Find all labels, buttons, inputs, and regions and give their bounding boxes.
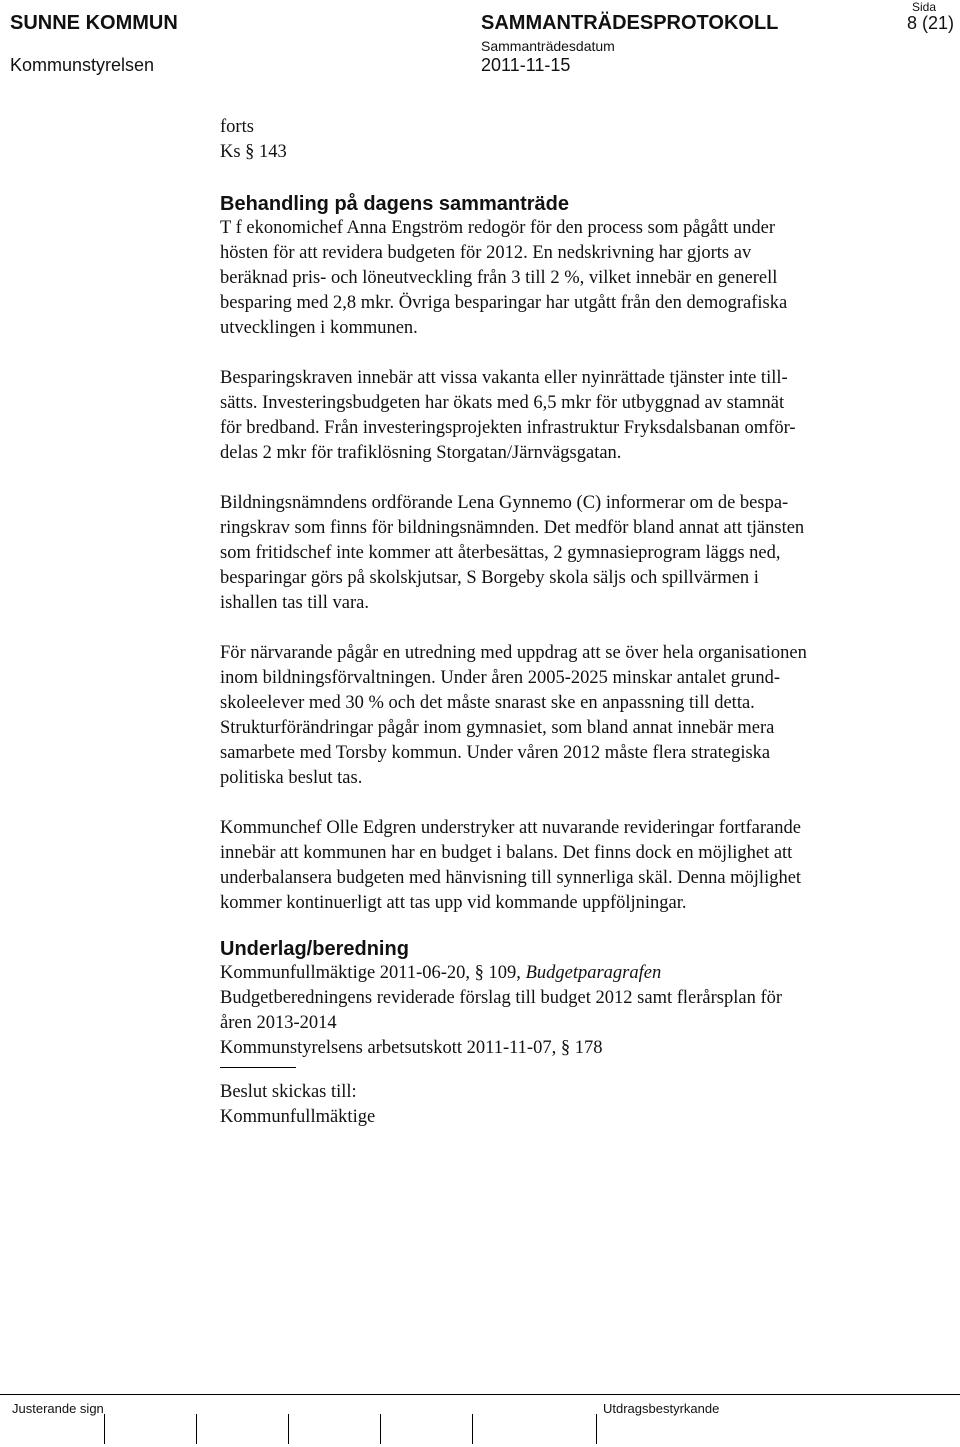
underlag-item: Budgetberedningens reviderade förslag till budget 2012 samt flerårsplan för [220, 988, 783, 1008]
paragraph-line: kommer kontinuerligt att tas upp vid kommande uppföljningar. [220, 893, 687, 913]
beslut-label: Beslut skickas till: [220, 1082, 357, 1102]
underlag-list [220, 961, 920, 1061]
heading-behandling: Behandling på dagens sammanträde [220, 193, 569, 215]
paragraph-line: besparingar görs på skolskjutsar, S Borgeby skola säljs och spillvärmen i [220, 568, 759, 588]
underlag-item: Kommunstyrelsens arbetsutskott 2011-11-07, § 178 [220, 1038, 603, 1058]
paragraph-line: politiska beslut tas. [220, 768, 363, 788]
paragraph-engstrom [220, 216, 920, 341]
paragraph-line: beräknad pris- och löneutveckling från 3 till 2 %, vilket innebär en generell [220, 268, 778, 288]
paragraph-bildningsnamnden [220, 491, 920, 616]
paragraph-besparingskrav [220, 366, 920, 466]
paragraph-line: sätts. Investeringsbudgeten har ökats med 6,5 mkr för utbyggnad av stamnät [220, 393, 785, 413]
utdragsbestyrkande-label: Utdragsbestyrkande [603, 1401, 720, 1416]
section-reference: Ks § 143 [220, 142, 287, 162]
paragraph-line: skoleelever med 30 % och det måste snarast ske en anpassning till detta. [220, 693, 755, 713]
meeting-date: 2011-11-15 [481, 55, 571, 75]
paragraph-line: hösten för att revidera budgeten för 2012. En nedskrivning har gjorts av [220, 243, 752, 263]
paragraph-line: ringskrav som finns för bildningsnämnden. Det medför bland annat att tjänsten [220, 518, 805, 538]
underlag-item: åren 2013-2014 [220, 1013, 337, 1033]
page-label: Sida [912, 0, 937, 14]
paragraph-line: inom bildningsförvaltningen. Under åren 2005-2025 minskar antalet grund- [220, 668, 781, 688]
continuation-note: forts [220, 117, 254, 137]
paragraph-line: Strukturförändringar pågår inom gymnasiet, som bland annat innebär mera [220, 718, 775, 738]
paragraph-line: Kommunchef Olle Edgren understryker att nuvarande revideringar fortfarande [220, 818, 801, 838]
paragraph-line: Bildningsnämndens ordförande Lena Gynnemo (C) informerar om de bespa- [220, 493, 789, 513]
signature-box-divider [104, 1414, 105, 1444]
document-title: SAMMANTRÄDESPROTOKOLL [481, 12, 779, 34]
paragraph-line: Besparingskraven innebär att vissa vakanta eller nyinrättade tjänster inte till- [220, 368, 788, 388]
organization-name: SUNNE KOMMUN [10, 12, 178, 34]
paragraph-line: samarbete med Torsby kommun. Under våren 2012 måste flera strategiska [220, 743, 771, 763]
paragraph-line: delas 2 mkr för trafiklösning Storgatan/Järnvägsgatan. [220, 443, 622, 463]
justerande-sign-label: Justerande sign [12, 1401, 104, 1416]
paragraph-line: besparing med 2,8 mkr. Övriga besparingar har utgått från den demografiska [220, 293, 788, 313]
beslut-recipient: Kommunfullmäktige [220, 1107, 376, 1127]
paragraph-line: ishallen tas till vara. [220, 593, 369, 613]
footer-divider [0, 1394, 960, 1395]
signature-box-divider [196, 1414, 197, 1444]
underlag-item-title: Budgetparagrafen [525, 963, 662, 983]
signature-box-divider [472, 1414, 473, 1444]
paragraph-line: För närvarande pågår en utredning med uppdrag att se över hela organisationen [220, 643, 807, 663]
paragraph-utredning [220, 641, 920, 791]
department-name: Kommunstyrelsen [10, 55, 155, 75]
paragraph-kommunchef [220, 816, 920, 916]
paragraph-line: underbalansera budgeten med hänvisning till synnerliga skäl. Denna möjlighet [220, 868, 802, 888]
paragraph-line: utvecklingen i kommunen. [220, 318, 418, 338]
signature-box-divider [596, 1414, 597, 1444]
paragraph-line: T f ekonomichef Anna Engström redogör för den process som pågått under [220, 218, 776, 238]
paragraph-line: för bredband. Från investeringsprojekten infrastruktur Fryksdalsbanan omför- [220, 418, 796, 438]
signature-box-divider [380, 1414, 381, 1444]
meeting-date-label: Sammanträdesdatum [481, 38, 615, 54]
paragraph-line: innebär att kommunen har en budget i balans. Det finns dock en möjlighet att [220, 843, 793, 863]
paragraph-line: som fritidschef inte kommer att återbesättas, 2 gymnasieprogram läggs ned, [220, 543, 781, 563]
signature-footer [0, 1394, 960, 1447]
underlag-item [220, 961, 920, 986]
signature-box-divider [288, 1414, 289, 1444]
separator-line [220, 1067, 296, 1080]
underlag-item-text: Kommunfullmäktige 2011-06-20, § 109, [220, 963, 526, 983]
protocol-body [220, 115, 920, 1130]
page-number: 8 (21) [907, 13, 955, 33]
heading-underlag: Underlag/beredning [220, 938, 409, 960]
